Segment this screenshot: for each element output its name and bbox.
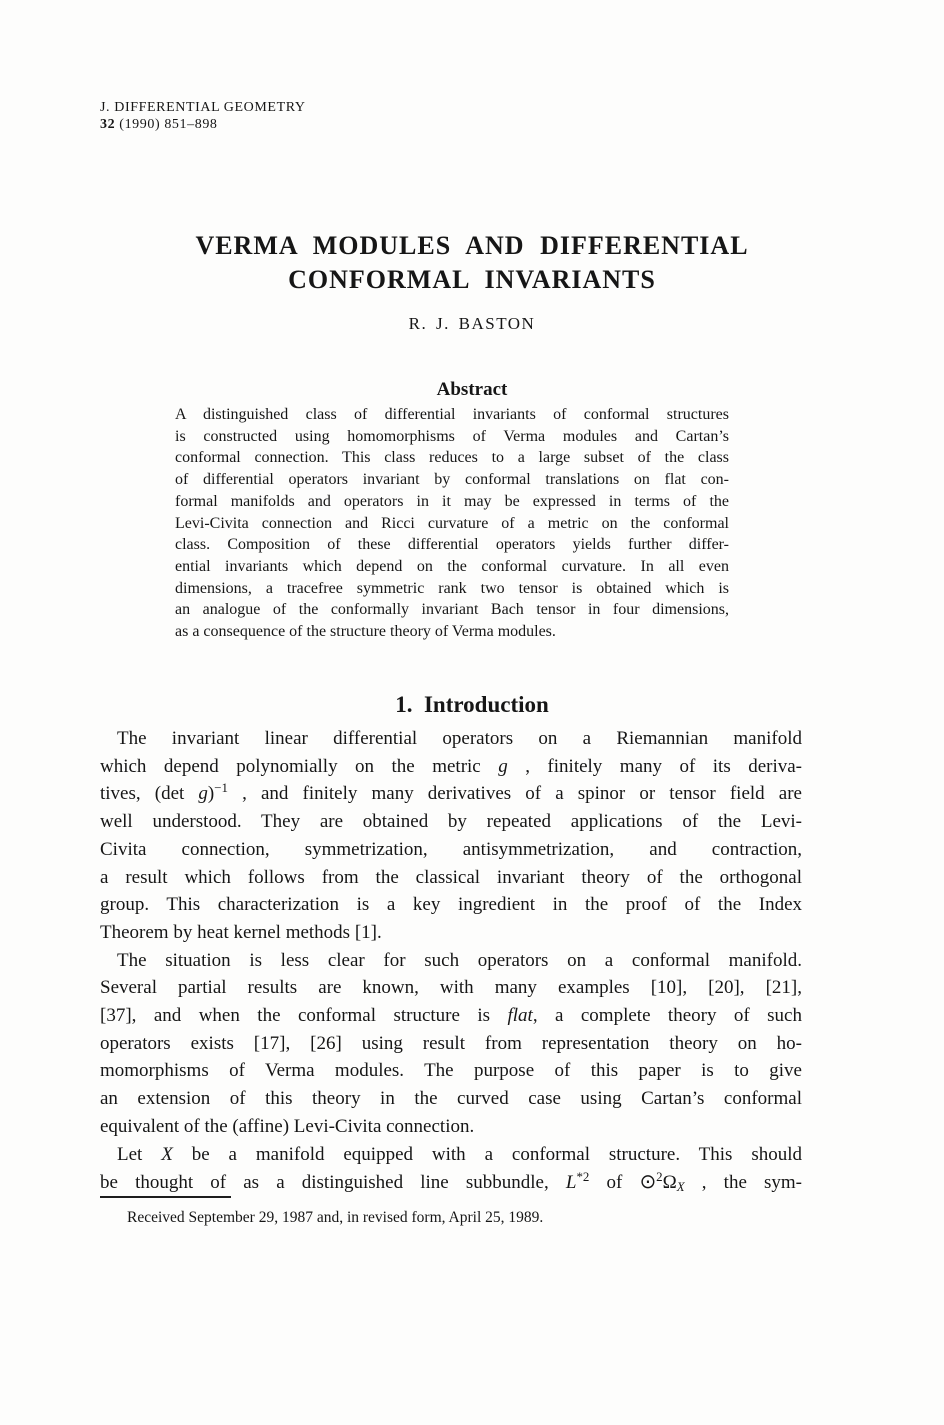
text-line: which depend polynomially on the metric g , finitely many of its deriva- bbox=[100, 755, 803, 777]
text-line: conformal connection. This class reduces to a large subset of the class bbox=[175, 449, 729, 467]
text-line: momorphisms of Verma modules. The purpose of this paper is to give bbox=[100, 1060, 802, 1082]
text-line: group. This characterization is a key ingredient in the proof of the Index bbox=[100, 894, 802, 916]
text-line: The situation is less clear for such operators on a conformal manifold. bbox=[117, 949, 802, 971]
text-line: an analogue of the conformally invariant Bach tensor in four dimensions, bbox=[175, 601, 729, 619]
text-line: be thought of as a distinguished line subbundle, $L^{*2}$ of $⊙^2\Omega_X$ , the sym- bbox=[100, 1169, 803, 1195]
text-line: well understood. They are obtained by repeated applications of the Levi- bbox=[100, 811, 802, 833]
footnote-received-dates: Received September 29, 1987 and, in revised form, April 25, 1989. bbox=[127, 1209, 544, 1226]
text-line: a result which follows from the classical invariant theory of the orthogonal bbox=[100, 866, 802, 888]
journal-header bbox=[100, 99, 306, 133]
text-line: an extension of this theory in the curved case using Cartan’s conformal bbox=[100, 1088, 802, 1110]
text-line: operators exists [17], [26] using result from representation theory on ho- bbox=[100, 1032, 802, 1054]
footnote-rule bbox=[100, 1196, 231, 1198]
text-line: Levi-Civita connection and Ricci curvature of a metric on the conformal bbox=[175, 514, 729, 532]
text-line: A distinguished class of differential invariants of conformal structures bbox=[175, 406, 729, 423]
text-line: Let X be a manifold equipped with a conformal structure. This should bbox=[117, 1143, 802, 1165]
journal-volume-pages: 32 (1990) 851–898 bbox=[100, 117, 218, 132]
text-line: class. Composition of these differential operators yields further differ- bbox=[175, 536, 729, 554]
introduction-body bbox=[100, 725, 802, 1197]
text-line: formal manifolds and operators in it may be expressed in terms of the bbox=[175, 492, 729, 510]
text-line: tives, (det g)$^{-1}$ , and finitely many derivatives of a spinor or tensor field are bbox=[100, 780, 802, 805]
text-line: is constructed using homomorphisms of Verma modules and Cartan’s bbox=[175, 427, 729, 445]
text-line: equivalent of the (affine) Levi-Civita connection. bbox=[100, 1115, 475, 1137]
paragraph-3 bbox=[100, 1141, 802, 1197]
abstract-heading: Abstract bbox=[436, 379, 508, 400]
author-name: R. J. BASTON bbox=[408, 314, 536, 333]
journal-name: J. DIFFERENTIAL GEOMETRY bbox=[100, 100, 306, 115]
section-heading-introduction: 1. Introduction bbox=[395, 692, 549, 717]
paragraph-1 bbox=[100, 725, 802, 947]
text-line: Civita connection, symmetrization, antisymmetrization, and contraction, bbox=[100, 838, 802, 860]
paper-title-line-2: CONFORMAL INVARIANTS bbox=[288, 265, 656, 294]
paper-title bbox=[0, 229, 944, 297]
paper-title-line-1: VERMA MODULES AND DIFFERENTIAL bbox=[195, 231, 749, 260]
text-line: Several partial results are known, with many examples [10], [20], [21], bbox=[100, 977, 802, 999]
text-line: ential invariants which depend on the conformal curvature. In all even bbox=[175, 557, 729, 575]
text-line: dimensions, a tracefree symmetric rank two tensor is obtained which is bbox=[175, 579, 729, 597]
text-line: The invariant linear differential operators on a Riemannian manifold bbox=[117, 728, 802, 749]
abstract-text bbox=[175, 404, 729, 643]
text-line: Theorem by heat kernel methods [1]. bbox=[100, 921, 382, 943]
paragraph-2 bbox=[100, 947, 802, 1141]
text-line: as a consequence of the structure theory of Verma modules. bbox=[175, 623, 556, 641]
text-line: of differential operators invariant by conformal translations on flat con- bbox=[175, 471, 729, 489]
text-line: [37], and when the conformal structure is flat, a complete theory of such bbox=[100, 1005, 802, 1027]
